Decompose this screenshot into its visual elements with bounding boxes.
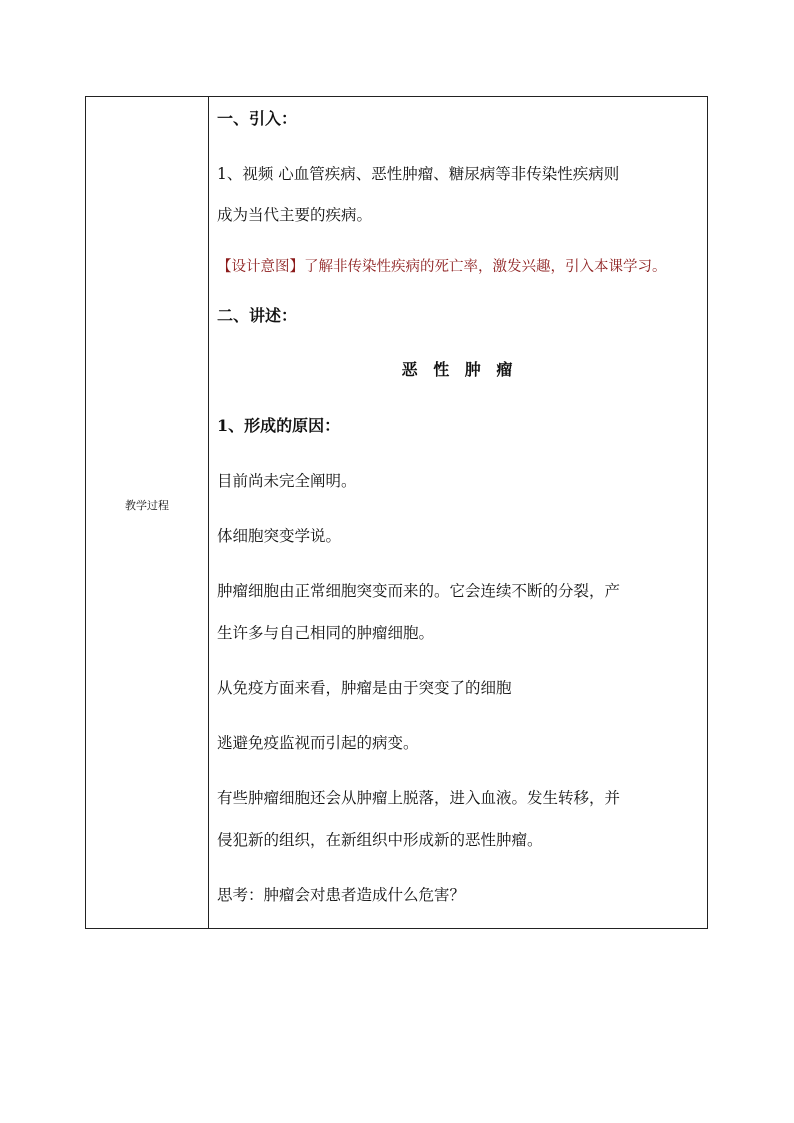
design-intent: 【设计意图】了解非传染性疾病的死亡率，激发兴趣，引入本课学习。 (217, 259, 667, 275)
intro-paragraph-line2: 成为当代主要的疾病。 (217, 206, 373, 224)
paragraph-immune-line1: 从免疫方面来看，肿瘤是由于突变了的细胞 (217, 679, 512, 697)
intro-paragraph-line1: 1、视频 心血管疾病、恶性肿瘤、糖尿病等非传染性疾病则 (217, 165, 620, 183)
paragraph-theory: 体细胞突变学说。 (217, 527, 342, 545)
topic-title: 恶 性 肿 瘤 (401, 360, 518, 379)
paragraph-immune-line2: 逃避免疫监视而引起的病变。 (217, 734, 419, 752)
paragraph-think: 思考：肿瘤会对患者造成什么危害？ (217, 886, 466, 904)
lesson-table (85, 96, 708, 929)
paragraph-metastasis-line1: 有些肿瘤细胞还会从肿瘤上脱落，进入血液。发生转移，并 (217, 789, 621, 807)
paragraph-tumor-line2: 生许多与自己相同的肿瘤细胞。 (217, 624, 435, 642)
column-divider (208, 97, 209, 928)
cause-heading: 1、形成的原因： (217, 416, 341, 435)
paragraph-tumor-line1: 肿瘤细胞由正常细胞突变而来的。它会连续不断的分裂，产 (217, 582, 621, 600)
paragraph-unclear: 目前尚未完全阐明。 (217, 472, 357, 490)
lecture-heading: 二、讲述： (217, 306, 298, 325)
row-label: 教学过程 (125, 499, 169, 512)
intro-heading: 一、引入： (217, 109, 298, 128)
paragraph-metastasis-line2: 侵犯新的组织，在新组织中形成新的恶性肿瘤。 (217, 831, 543, 849)
